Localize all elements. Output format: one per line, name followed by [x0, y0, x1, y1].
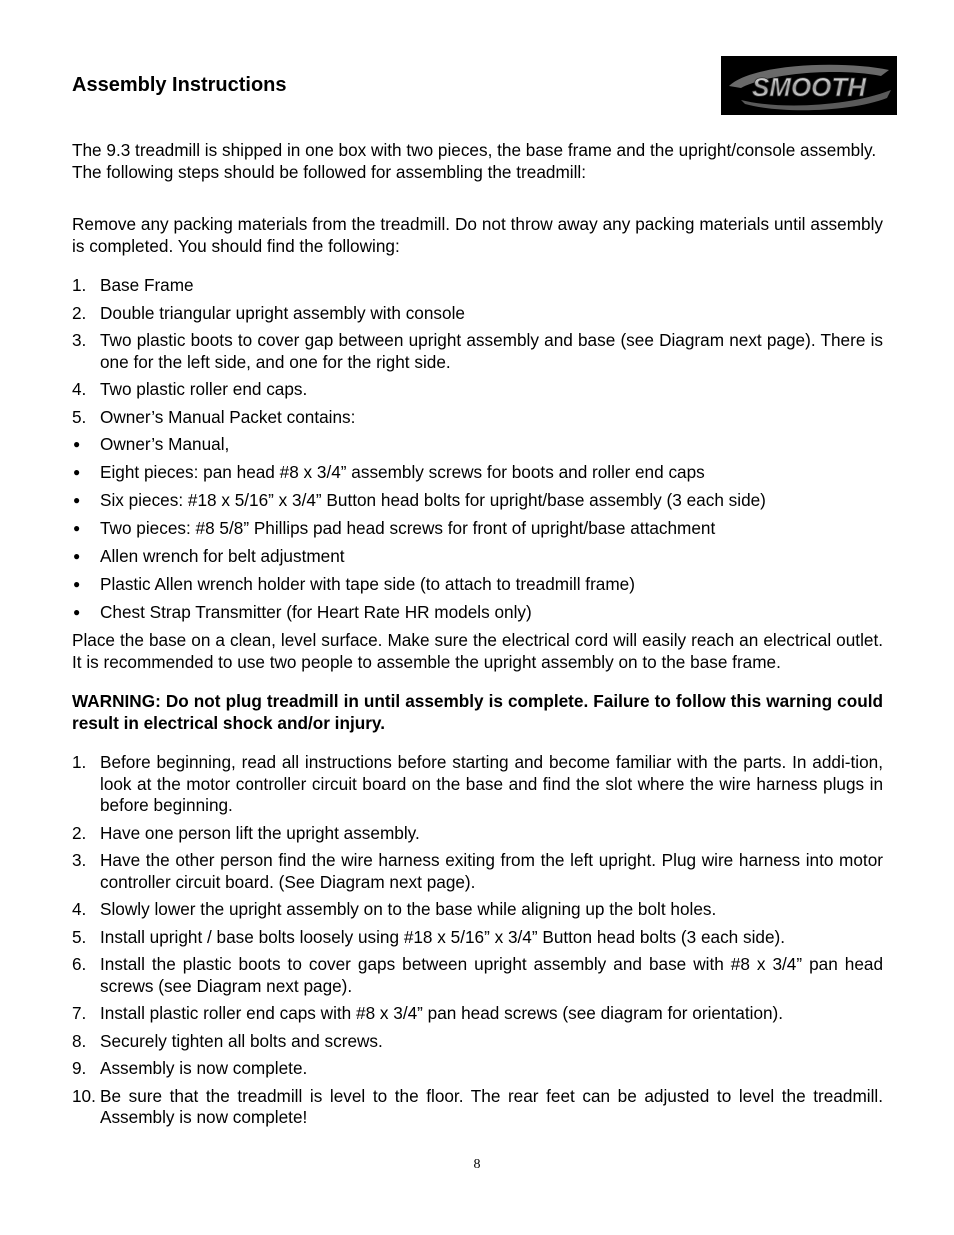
assembly-steps-list: [72, 752, 883, 1129]
item-text: Owner’s Manual,: [100, 434, 230, 454]
list-item: [72, 927, 883, 949]
item-number: 3.: [72, 330, 87, 350]
smooth-logo: [721, 56, 897, 115]
list-item: [72, 1003, 883, 1025]
item-number: 4.: [72, 379, 87, 399]
step-text: Securely tighten all bolts and screws.: [100, 1030, 383, 1051]
remove-packing-paragraph: Remove any packing materials from the treadmill. Do not throw away any packing materials until assembly is completed. You should find the following:: [72, 214, 883, 256]
item-text: Plastic Allen wrench holder with tape side (to attach to treadmill frame): [100, 574, 635, 594]
list-item: [72, 518, 883, 540]
parts-list: [72, 275, 883, 428]
item-number: 5.: [72, 406, 87, 427]
item-text: Owner’s Manual Packet contains:: [100, 406, 356, 427]
item-text: Double triangular upright assembly with console: [100, 302, 465, 323]
step-number: 3.: [72, 850, 87, 870]
page-content: [72, 140, 883, 1135]
item-text: Two plastic roller end caps.: [100, 379, 308, 399]
bullet-icon: ●: [73, 605, 81, 619]
step-number: 4.: [72, 899, 87, 919]
item-text: Base Frame: [100, 275, 194, 295]
step-number: 2.: [72, 822, 87, 843]
page-number: 8: [473, 1157, 481, 1172]
list-item: [72, 330, 883, 373]
list-item: [72, 546, 883, 568]
step-number: 5.: [72, 926, 87, 947]
list-item: [72, 823, 883, 845]
item-text: Eight pieces: pan head #8 x 3/4” assembly screws for boots and roller end caps: [100, 462, 705, 482]
step-number: 6.: [72, 954, 87, 974]
warning-paragraph: WARNING: Do not plug treadmill in until assembly is complete. Failure to follow this warning could result in electrical shock and/or injury.: [72, 691, 883, 733]
list-item: [72, 379, 883, 401]
list-item: [72, 434, 883, 456]
step-text: Have the other person find the wire harness exiting from the left upright. Plug wire harness into motor controller circuit board. (See Diagram next page).: [100, 850, 883, 892]
list-item: [72, 574, 883, 596]
svg-text:SMOOTH: SMOOTH: [751, 72, 867, 102]
bullet-icon: ●: [73, 549, 81, 563]
item-number: 1.: [72, 275, 87, 295]
step-text: Before beginning, read all instructions before starting and become familiar with the parts. In addi-tion, look at the motor controller circuit board on the base and find the slot where the wire harness plugs in before beginning.: [100, 752, 883, 815]
step-number: 9.: [72, 1058, 87, 1078]
step-number: 10.: [72, 1085, 96, 1106]
bullet-icon: ●: [73, 437, 81, 451]
list-item: [72, 602, 883, 624]
step-text: Assembly is now complete.: [100, 1058, 308, 1078]
list-item: [72, 850, 883, 893]
packet-contents-list: [72, 434, 883, 624]
item-text: Two plastic boots to cover gap between upright assembly and base (see Diagram next page). There is one for the left side, and one for the right side.: [100, 330, 883, 372]
item-number: 2.: [72, 302, 87, 323]
step-number: 8.: [72, 1030, 87, 1051]
step-text: Install upright / base bolts loosely using #18 x 5/16” x 3/4” Button head bolts (3 each side).: [100, 926, 786, 947]
placement-paragraph: Place the base on a clean, level surface. Make sure the electrical cord will easily reach an electrical outlet. It is recommended to use two people to assemble the upright assembly on to the base frame.: [72, 630, 883, 672]
step-number: 7.: [72, 1003, 87, 1023]
list-item: [72, 1031, 883, 1053]
bullet-icon: ●: [73, 465, 81, 479]
page-title: Assembly Instructions: [72, 74, 287, 96]
item-text: Six pieces: #18 x 5/16” x 3/4” Button head bolts for upright/base assembly (3 each side): [100, 490, 766, 510]
step-text: Slowly lower the upright assembly on to the base while aligning up the bolt holes.: [100, 899, 717, 919]
list-item: [72, 462, 883, 484]
step-number: 1.: [72, 752, 87, 772]
list-item: [72, 275, 883, 297]
step-text: Install plastic roller end caps with #8 x 3/4” pan head screws (see diagram for orientation).: [100, 1003, 784, 1023]
bullet-icon: ●: [73, 521, 81, 535]
item-text: Allen wrench for belt adjustment: [100, 546, 345, 566]
intro-paragraph: The 9.3 treadmill is shipped in one box with two pieces, the base frame and the upright/console assembly. The following steps should be followed for assembling the treadmill:: [72, 140, 877, 182]
step-text: Have one person lift the upright assembly.: [100, 822, 420, 843]
item-text: Chest Strap Transmitter (for Heart Rate HR models only): [100, 602, 532, 622]
list-item: [72, 752, 883, 817]
item-text: Two pieces: #8 5/8” Phillips pad head screws for front of upright/base attachment: [100, 518, 716, 538]
bullet-icon: ●: [73, 493, 81, 507]
list-item: [72, 899, 883, 921]
step-text: Install the plastic boots to cover gaps between upright assembly and base with #8 x 3/4” pan head screws (see Diagram next page).: [100, 954, 883, 996]
list-item: [72, 1058, 883, 1080]
list-item: [72, 954, 883, 997]
smooth-logo-graphic: [721, 56, 897, 115]
list-item: [72, 303, 883, 325]
bullet-icon: ●: [73, 577, 81, 591]
list-item: [72, 1086, 883, 1129]
step-text: Be sure that the treadmill is level to the floor. The rear feet can be adjusted to level the treadmill. Assembly is now complete!: [100, 1085, 883, 1127]
list-item: [72, 407, 883, 429]
list-item: [72, 490, 883, 512]
